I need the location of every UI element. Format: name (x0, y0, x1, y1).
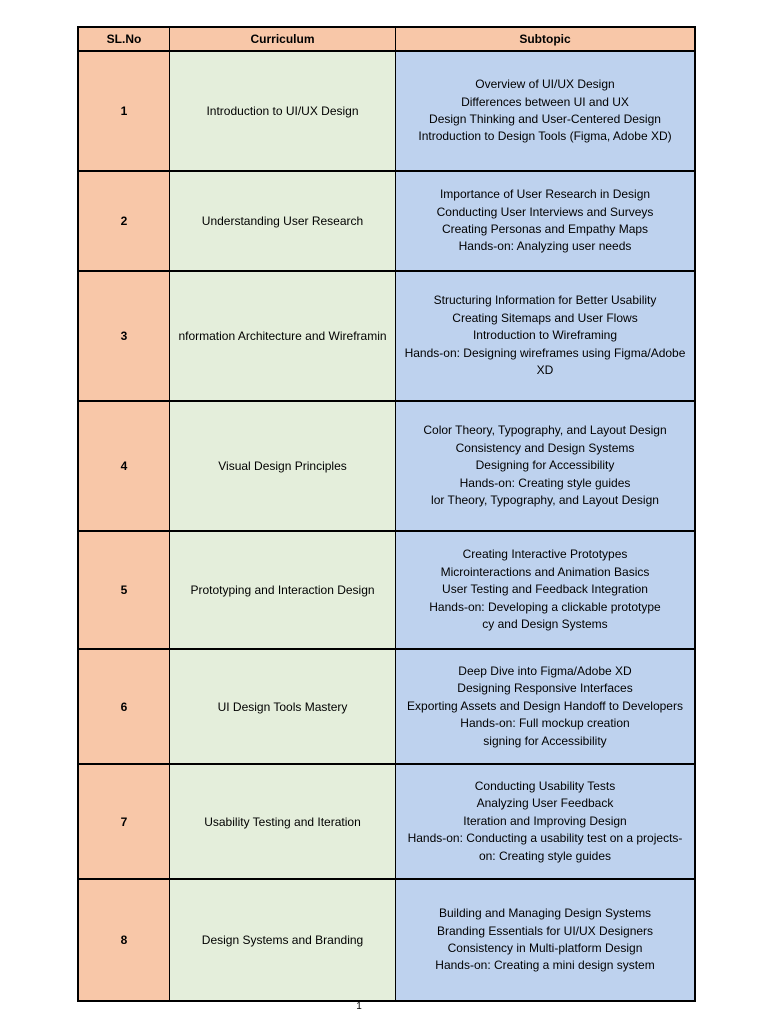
row-number: 7 (79, 765, 170, 880)
subtopic-item: Differences between UI and UX (461, 94, 629, 109)
row-number: 6 (79, 650, 170, 765)
subtopic-item: Hands-on: Developing a clickable prototype (429, 599, 661, 614)
subtopic-item: Introduction to Wireframing (472, 328, 618, 343)
subtopic-item: lor Theory, Typography, and Layout Design (431, 493, 659, 508)
row-number: 1 (79, 52, 170, 172)
subtopic-item: Creating Sitemaps and User Flows (452, 310, 638, 325)
subtopic-item: Creating Interactive Prototypes (462, 547, 628, 562)
curriculum-title: Prototyping and Interaction Design (170, 532, 396, 650)
subtopic-item: Conducting User Interviews and Surveys (436, 204, 654, 219)
subtopic-item: Analyzing User Feedback (476, 796, 614, 811)
subtopic-item: Hands-on: Creating a mini design system (435, 958, 655, 973)
subtopic-list (396, 765, 694, 880)
subtopic-item: Designing for Accessibility (475, 458, 615, 473)
subtopic-list (396, 532, 694, 650)
subtopic-item: Deep Dive into Figma/Adobe XD (458, 663, 632, 678)
subtopic-list (396, 650, 694, 765)
row-number: 4 (79, 402, 170, 532)
subtopic-item: Building and Managing Design Systems (438, 906, 652, 921)
curriculum-title: Introduction to UI/UX Design (170, 52, 396, 172)
curriculum-title: Understanding User Research (170, 172, 396, 272)
subtopic-item: cy and Design Systems (482, 617, 608, 632)
row-number: 8 (79, 880, 170, 1000)
subtopic-item: on: Creating style guides (478, 848, 612, 863)
subtopic-list (396, 880, 694, 1000)
subtopic-item: Color Theory, Typography, and Layout Design (423, 423, 667, 438)
subtopic-item: Introduction to Design Tools (Figma, Adobe XD) (418, 129, 672, 144)
curriculum-title: UI Design Tools Mastery (170, 650, 396, 765)
subtopic-item: Hands-on: Creating style guides (459, 475, 631, 490)
subtopic-item: Hands-on: Conducting a usability test on a projects- (407, 831, 683, 846)
subtopic-item: Overview of UI/UX Design (475, 77, 615, 92)
curriculum-title: Usability Testing and Iteration (170, 765, 396, 880)
subtopic-item: Exporting Assets and Design Handoff to Developers (407, 698, 683, 713)
subtopic-item: Hands-on: Analyzing user needs (458, 239, 632, 254)
subtopic-item: Designing Responsive Interfaces (457, 681, 633, 696)
subtopic-item: Hands-on: Designing wireframes using Figma/Adobe (404, 345, 686, 360)
subtopic-item: XD (536, 363, 554, 378)
row-number: 3 (79, 272, 170, 402)
subtopic-item: Creating Personas and Empathy Maps (441, 222, 649, 236)
row-number: 2 (79, 172, 170, 272)
header-subtopic: Subtopic (396, 28, 694, 52)
subtopic-list (396, 272, 694, 402)
curriculum-title: nformation Architecture and Wireframin (170, 272, 396, 402)
subtopic-item: Structuring Information for Better Usability (433, 293, 657, 308)
subtopic-item: signing for Accessibility (483, 733, 607, 748)
subtopic-item: Branding Essentials for UI/UX Designers (436, 923, 654, 938)
curriculum-table (77, 26, 696, 1002)
curriculum-title: Design Systems and Branding (170, 880, 396, 1000)
subtopic-item: User Testing and Feedback Integration (442, 582, 648, 597)
subtopic-item: Conducting Usability Tests (474, 778, 616, 793)
header-sl-no: SL.No (79, 28, 170, 52)
subtopic-list (396, 52, 694, 172)
subtopic-item: Consistency and Design Systems (455, 440, 635, 455)
subtopic-item: Importance of User Research in Design (439, 187, 651, 202)
subtopic-list (396, 402, 694, 532)
subtopic-item: Design Thinking and User-Centered Design (429, 112, 661, 126)
subtopic-item: Consistency in Multi-platform Design (447, 941, 643, 955)
subtopic-list (396, 172, 694, 272)
header-curriculum: Curriculum (170, 28, 396, 52)
curriculum-title: Visual Design Principles (170, 402, 396, 532)
row-number: 5 (79, 532, 170, 650)
subtopic-item: Hands-on: Full mockup creation (460, 716, 630, 731)
page-number: 1 (356, 1001, 362, 1012)
subtopic-item: Iteration and Improving Design (463, 813, 627, 828)
subtopic-item: Microinteractions and Animation Basics (440, 564, 650, 579)
